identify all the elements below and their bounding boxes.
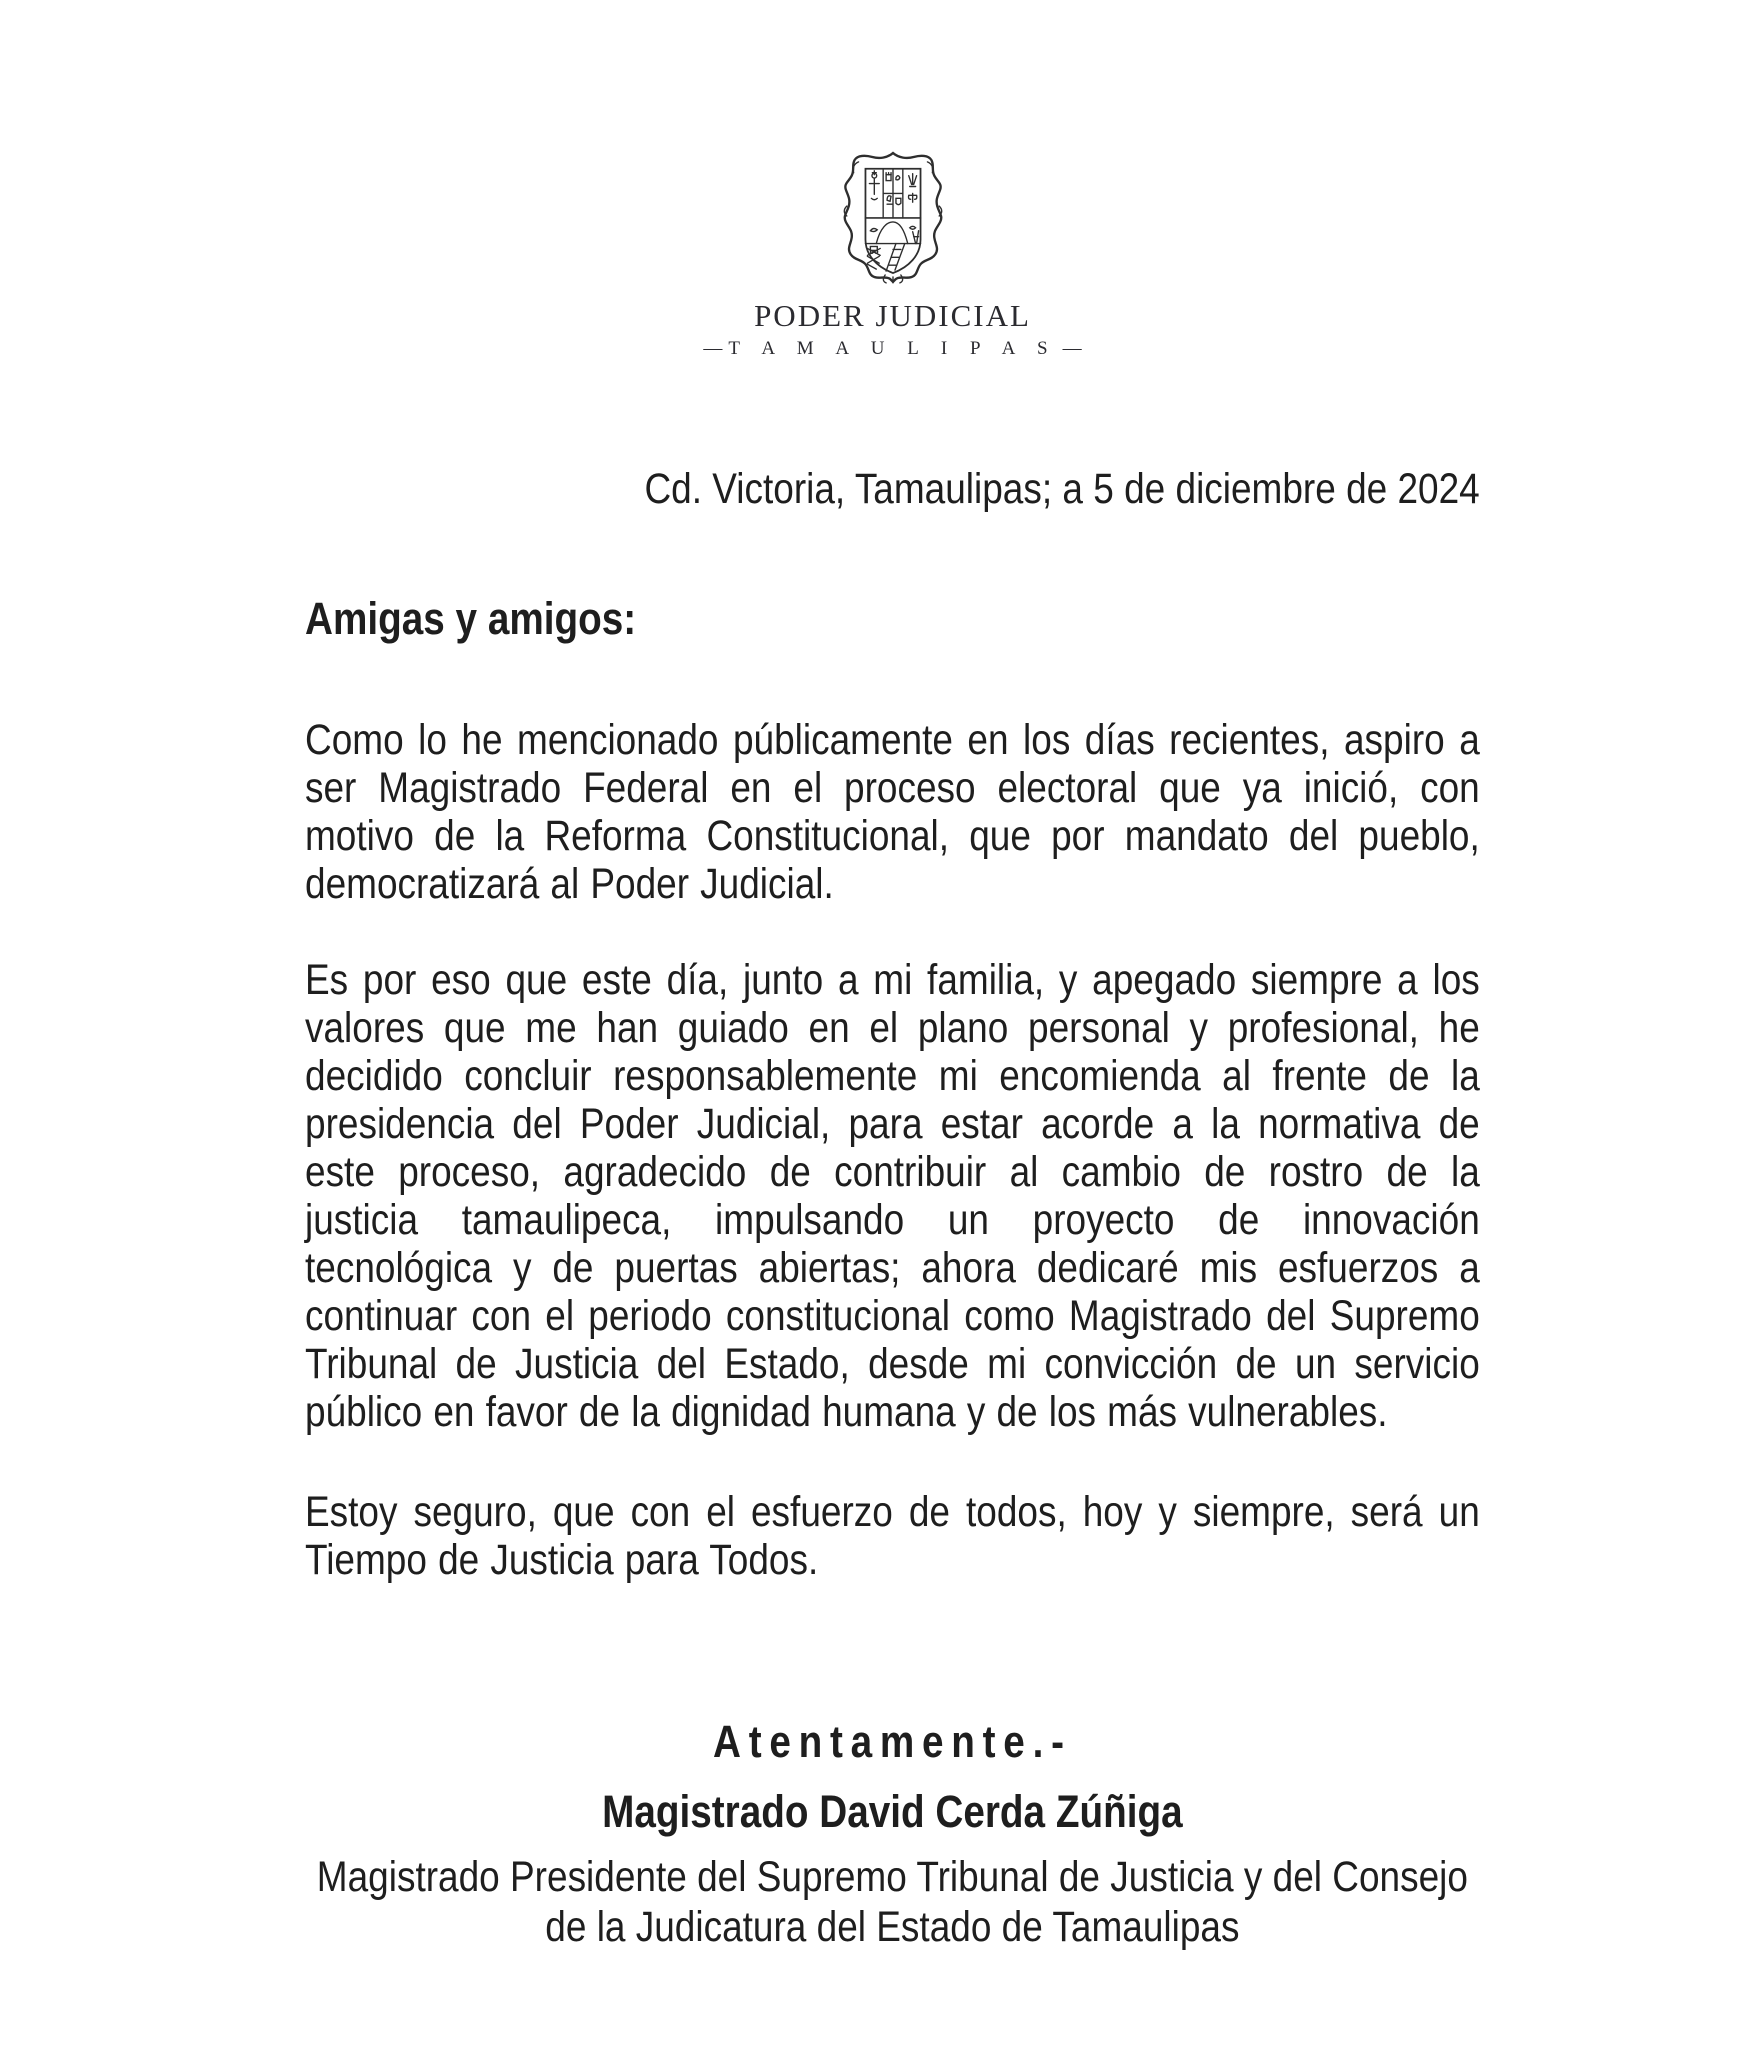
signer-title (305, 1852, 1480, 1952)
subtitle-dash-left: — (703, 338, 723, 359)
paragraph-2: Es por eso que este día, junto a mi familia, y apegado siempre a los valores que me han guiado en el plano personal y profesional, he decidido concluir responsablemente mi encomienda al frente de la presidencia del Poder Judicial, para estar acorde a la normativa de este proceso, agradecido de contribuir al cambio de rostro de la justicia tamaulipeca, impulsando un proyecto de innovación tecnológica y de puertas abiertas; ahora dedicaré mis esfuerzos a continuar con el periodo constitucional como Magistrado del Supremo Tribunal de Justicia del Estado, desde mi convicción de un servicio público en favor de la dignidad humana y de los más vulnerables. (305, 956, 1480, 1436)
coat-of-arms-icon (834, 148, 952, 284)
letterhead (305, 148, 1480, 360)
signer-title-line-2: de la Judicatura del Estado de Tamaulipas (545, 1903, 1240, 1951)
org-name: PODER JUDICIAL (754, 298, 1031, 333)
signer-name: Magistrado David Cerda Zúñiga (602, 1786, 1183, 1837)
paragraph-3: Estoy seguro, que con el esfuerzo de todos, hoy y siempre, será un Tiempo de Justicia para Todos. (305, 1488, 1480, 1584)
org-subtitle (305, 338, 1480, 360)
dateline: Cd. Victoria, Tamaulipas; a 5 de diciembre de 2024 (644, 465, 1480, 513)
paragraph-1: Como lo he mencionado públicamente en los días recientes, aspiro a ser Magistrado Federal en el proceso electoral que ya inició, con motivo de la Reforma Constitucional, que por mandato del pueblo, democratizará al Poder Judicial. (305, 716, 1480, 908)
tamaulipas-crest (834, 148, 952, 284)
org-subtitle-text: T A M A U L I P A S (728, 338, 1057, 359)
subtitle-dash-right: — (1062, 338, 1082, 359)
closing-atentamente: Atentamente.- (713, 1716, 1072, 1767)
signer-title-line-1: Magistrado Presidente del Supremo Tribunal de Justicia y del Consejo (316, 1853, 1468, 1901)
salutation: Amigas y amigos: (305, 593, 637, 644)
